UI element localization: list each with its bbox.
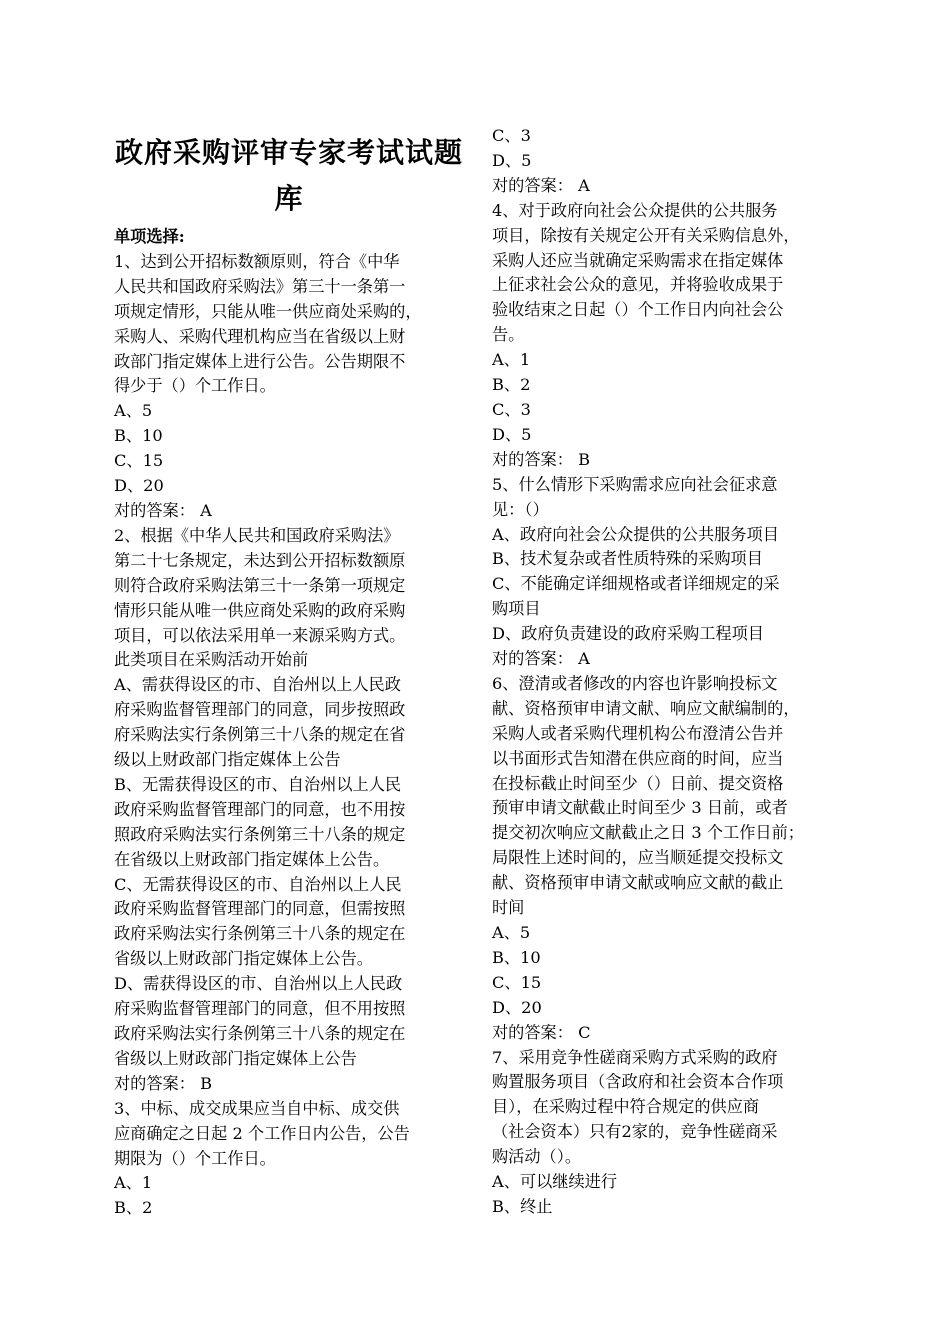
text-line: 政府采购监督管理部门的同意，也不用按 — [114, 799, 406, 819]
text-line: A、5 — [114, 401, 153, 421]
text-line: 对的答案： B — [492, 449, 590, 469]
text-line: 献、资格预审申请文献或响应文献的截止 — [492, 873, 784, 893]
text-line: B、无需获得设区的市、自治州以上人民 — [114, 774, 402, 794]
text-line: 此类项目在采购活动开始前 — [114, 650, 309, 670]
text-line: C、15 — [492, 972, 542, 992]
text-line: A、5 — [492, 923, 531, 942]
text-line: 购置服务项目（含政府和社会资本合作项 — [492, 1072, 784, 1092]
text-line: C、3 — [492, 399, 531, 419]
text-line: D、20 — [492, 997, 542, 1017]
left-content — [114, 225, 464, 1221]
text-line: A、政府向社会公众提供的公共服务项目 — [492, 524, 779, 544]
text-line: B、技术复杂或者性质特殊的采购项目 — [492, 549, 763, 569]
text-line: 提交初次响应文献截止之日 3 个工作日前； — [492, 823, 804, 843]
text-line: 购活动（）。 — [492, 1147, 582, 1167]
text-line: 验收结束之日起（）个工作日内向社会公 — [492, 300, 784, 320]
text-line: D、5 — [492, 424, 532, 444]
text-line: 预审申请文献截止时间至少 3 日前，或者 — [492, 798, 788, 818]
text-line: 第二十七条规定，未达到公开招标数额原 — [114, 550, 406, 570]
text-line: 7、采用竞争性磋商采购方式采购的政府 — [492, 1047, 778, 1067]
text-line: 省级以上财政部门指定媒体上公告 — [114, 1048, 357, 1068]
text-line: C、无需获得设区的市、自治州以上人民 — [114, 874, 402, 894]
section-heading: 单项选择: — [114, 227, 185, 246]
text-line: B、2 — [492, 375, 531, 395]
text-line: A、1 — [492, 350, 531, 370]
text-line: B、终止 — [492, 1196, 553, 1216]
text-line: 在省级以上财政部门指定媒体上公告。 — [114, 849, 390, 869]
text-line: 政府采购法实行条例第三十八条的规定在 — [114, 924, 406, 944]
text-line: 府采购监督管理部门的同意，但不用按照 — [114, 999, 406, 1019]
text-line: 对的答案： C — [492, 1022, 591, 1042]
text-line: C、3 — [492, 126, 531, 145]
text-line: （社会资本）只有2家的，竞争性磋商采 — [492, 1122, 778, 1142]
right-lines — [492, 124, 842, 1220]
text-line: 政府采购监督管理部门的同意，但需按照 — [114, 899, 406, 919]
text-line: 购项目 — [492, 599, 541, 619]
text-line: 采购人或者采购代理机构公布澄清公告并 — [492, 723, 784, 743]
text-line: 对的答案： A — [492, 649, 590, 669]
text-line: 人民共和国政府采购法》第三十一条第一 — [114, 276, 406, 296]
text-line: 项目，可以依法采用单一来源采购方式。 — [114, 625, 406, 645]
text-line: 得少于（）个工作日。 — [114, 376, 276, 396]
text-line: 5、什么情形下采购需求应向社会征求意 — [492, 474, 778, 494]
text-line: 政部门指定媒体上进行公告。公告期限不 — [114, 351, 406, 371]
text-line: D、5 — [492, 150, 532, 170]
text-line: 对的答案： B — [114, 1073, 212, 1093]
text-line: B、2 — [114, 1198, 153, 1218]
text-line: 4、对于政府向社会公众提供的公共服务 — [492, 200, 778, 220]
text-line: B、10 — [492, 947, 541, 967]
text-line: A、可以继续进行 — [492, 1172, 618, 1192]
title-block — [114, 130, 464, 222]
text-line: A、1 — [114, 1173, 153, 1193]
text-line: 时间 — [492, 898, 525, 918]
text-line: 2、根据《中华人民共和国政府采购法》 — [114, 525, 400, 545]
text-line: 见：（） — [492, 499, 549, 519]
text-line: 政府采购法实行条例第三十八条的规定在 — [114, 1024, 406, 1043]
document-title-line-1: 政府采购评审专家考试试题 — [114, 136, 463, 169]
text-line: 府采购法实行条例第三十八条的规定在省 — [114, 725, 406, 745]
text-line: 在投标截止时间至少（）日前、提交资格 — [492, 773, 784, 793]
text-line: 采购人、采购代理机构应当在省级以上财 — [114, 326, 406, 346]
text-line: 目），在采购过程中符合规定的供应商 — [492, 1097, 760, 1117]
text-line: 府采购监督管理部门的同意，同步按照政 — [114, 700, 406, 720]
text-line: 局限性上述时间的，应当顺延提交投标文 — [492, 848, 784, 868]
text-line: C、不能确定详细规格或者详细规定的采 — [492, 574, 780, 594]
text-line: 对的答案： A — [114, 500, 212, 520]
text-line: 以书面形式告知潜在供应商的时间，应当 — [492, 748, 784, 768]
text-line: A、需获得设区的市、自治州以上人民政 — [114, 675, 401, 695]
text-line: C、15 — [114, 451, 164, 471]
text-line: 级以上财政部门指定媒体上公告 — [114, 750, 341, 770]
text-line: 应商确定之日起 2 个工作日内公告，公告 — [114, 1123, 410, 1143]
text-line: 1、达到公开招标数额原则，符合《中华 — [114, 251, 400, 271]
text-line: D、20 — [114, 476, 164, 496]
text-line: B、10 — [114, 426, 163, 446]
text-line: 对的答案： A — [492, 175, 590, 195]
text-line: 项规定情形，只能从唯一供应商处采购的， — [114, 301, 422, 321]
text-line: 3、中标、成交成果应当自中标、成交供 — [114, 1098, 400, 1118]
document-title-line-2: 库 — [274, 182, 304, 215]
text-line: 照政府采购法实行条例第三十八条的规定 — [114, 824, 406, 844]
text-line: 告。 — [492, 325, 525, 345]
text-line: 采购人还应当就确定采购需求在指定媒体 — [492, 250, 784, 270]
text-line: 上征求社会公众的意见，并将验收成果于 — [492, 275, 784, 295]
text-line: 情形只能从唯一供应商处采购的政府采购 — [114, 600, 406, 620]
text-line: 献、资格预审申请文献、响应文献编制的， — [492, 698, 800, 718]
text-line: 期限为（）个工作日。 — [114, 1148, 276, 1168]
right-column — [492, 124, 842, 1220]
left-lines — [114, 250, 464, 1221]
text-line: 6、澄清或者修改的内容也许影响投标文 — [492, 673, 778, 693]
text-line: 则符合政府采购法第三十一条第一项规定 — [114, 575, 406, 595]
text-line: D、需获得设区的市、自治州以上人民政 — [114, 974, 403, 994]
text-line: 省级以上财政部门指定媒体上公告。 — [114, 949, 373, 969]
text-line: 项目，除按有关规定公开有关采购信息外， — [492, 225, 800, 245]
text-line: D、政府负责建设的政府采购工程项目 — [492, 624, 764, 644]
